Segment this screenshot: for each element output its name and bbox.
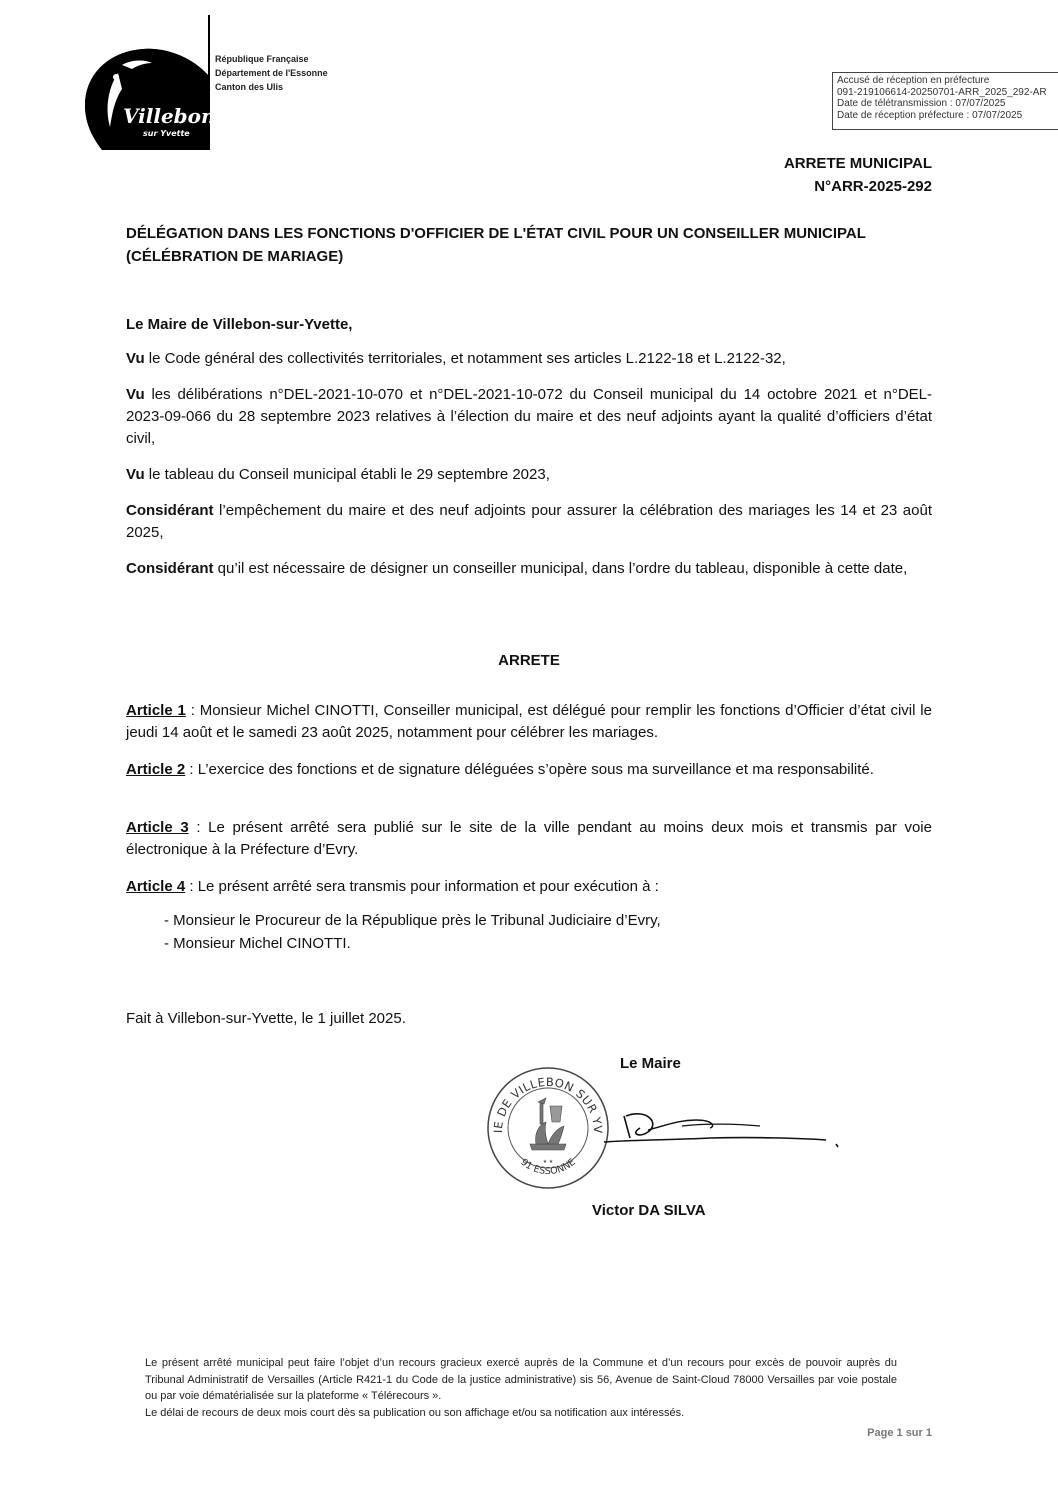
considerant-label: Considérant bbox=[126, 502, 214, 519]
mairie-seal-stamp bbox=[486, 1066, 610, 1190]
signatory-role: Le Maire bbox=[620, 1055, 681, 1072]
mayor-signature bbox=[600, 1098, 850, 1158]
prefecture-receipt-box bbox=[832, 72, 1058, 130]
considerant-text: qu’il est nécessaire de désigner un conseiller municipal, dans l’ordre du tableau, disponible à cette date, bbox=[213, 560, 908, 577]
page-number: Page 1 sur 1 bbox=[867, 1427, 932, 1439]
article-1 bbox=[126, 700, 932, 744]
logo-brand-text: Villebon bbox=[123, 104, 210, 128]
signature-graphic bbox=[600, 1098, 850, 1158]
villebon-logo bbox=[40, 15, 210, 150]
header-line-republique: République Française bbox=[215, 54, 309, 64]
title-line: ARRETE MUNICIPAL bbox=[783, 155, 932, 172]
article-label: Article 4 bbox=[126, 878, 186, 895]
mayor-intro: Le Maire de Villebon-sur-Yvette, bbox=[126, 316, 353, 333]
vu-text: le Code général des collectivités territoriales, et notamment ses articles L.2122-18 et L.2122-32, bbox=[144, 350, 786, 367]
considerant-paragraph-2 bbox=[126, 558, 932, 580]
article-text: : Monsieur Michel CINOTTI, Conseiller municipal, est délégué pour remplir les fonctions d’Officier d’état civil le jeudi 14 août et le samedi 23 août 2025, notamment pour célébrer les mariages. bbox=[126, 702, 932, 741]
seal-bottom-text: 91 ESSONNE bbox=[518, 1156, 578, 1178]
document-title bbox=[784, 152, 932, 198]
considerant-paragraph-1 bbox=[126, 500, 932, 544]
signatory-name: Victor DA SILVA bbox=[592, 1202, 706, 1219]
subject-line: (CÉLÉBRATION DE MARIAGE) bbox=[126, 248, 344, 265]
svg-text:★ ★: ★ ★ bbox=[542, 1159, 554, 1165]
seal-graphic bbox=[486, 1066, 610, 1190]
header-line-canton: Canton des Ulis bbox=[215, 82, 284, 92]
recourse-notice: Le présent arrêté municipal peut faire l’objet d’un recours gracieux exercé auprès de la Commune et d’un recours pour excès de pouvoir auprès du Tribunal Administratif de Versailles (Article R421-1 du Code de la justice administrative) sis 56, Avenue de Saint-Cloud 78000 Versailles par voie postale ou par voie dématérialisée sur la plateforme « Télérecours ». bbox=[145, 1357, 897, 1402]
administrative-header bbox=[215, 52, 328, 94]
legal-footer bbox=[145, 1355, 897, 1421]
receipt-line: Date de télétransmission : 07/07/2025 bbox=[837, 98, 1006, 109]
arrete-number: N°ARR-2025-292 bbox=[814, 178, 932, 195]
article-label: Article 3 bbox=[126, 819, 189, 836]
receipt-line: 091-219106614-20250701-ARR_2025_292-AR bbox=[837, 86, 1047, 98]
fait-a-line: Fait à Villebon-sur-Yvette, le 1 juillet 2025. bbox=[126, 1010, 406, 1027]
article-4 bbox=[126, 876, 932, 898]
header-line-departement: Département de l'Essonne bbox=[215, 68, 328, 78]
vu-paragraph-3 bbox=[126, 464, 932, 486]
recourse-deadline: Le délai de recours de deux mois court dès sa publication ou son affichage et/ou sa notification aux intéressés. bbox=[145, 1406, 685, 1419]
article-text: : Le présent arrêté sera transmis pour information et pour exécution à : bbox=[185, 878, 659, 895]
receipt-line: Date de réception préfecture : 07/07/2025 bbox=[837, 109, 1023, 121]
article-text: : Le présent arrêté sera publié sur le site de la ville pendant au moins deux mois et transmis par voie électronique à la Préfecture d’Evry. bbox=[126, 819, 932, 858]
considerant-text: l’empêchement du maire et des neuf adjoints pour assurer la célébration des mariages les 14 et 23 août 2025, bbox=[126, 502, 932, 541]
vu-paragraph-1 bbox=[126, 348, 932, 370]
recipient-list-item: - Monsieur Michel CINOTTI. bbox=[164, 935, 351, 952]
villebon-logo-graphic bbox=[40, 15, 210, 150]
vu-paragraph-2 bbox=[126, 384, 932, 450]
subject-line: DÉLÉGATION DANS LES FONCTIONS D'OFFICIER DE L'ÉTAT CIVIL POUR UN CONSEILLER MUNICIPAL bbox=[126, 225, 866, 242]
article-2 bbox=[126, 759, 932, 781]
receipt-line: Accusé de réception en préfecture bbox=[837, 75, 990, 86]
article-label: Article 2 bbox=[126, 761, 186, 778]
seal-top-text: IE DE VILLEBON SUR YV bbox=[490, 1074, 606, 1135]
considerant-label: Considérant bbox=[126, 560, 214, 577]
recipient-list-item: - Monsieur le Procureur de la République près le Tribunal Judiciaire d’Evry, bbox=[164, 912, 661, 929]
vu-text: le tableau du Conseil municipal établi le 29 septembre 2023, bbox=[144, 466, 550, 483]
article-text: : L’exercice des fonctions et de signature déléguées s’opère sous ma surveillance et ma responsabilité. bbox=[185, 761, 874, 778]
article-3 bbox=[126, 817, 932, 861]
document-subject bbox=[126, 222, 932, 268]
vu-label: Vu bbox=[126, 350, 145, 367]
arrete-heading: ARRETE bbox=[498, 652, 560, 669]
vu-text: les délibérations n°DEL-2021-10-070 et n°DEL-2021-10-072 du Conseil municipal du 14 octobre 2021 et n°DEL-2023-09-066 du 28 septembre 2023 relatives à l’élection du maire et des neuf adjoints ayant la qualité d’officiers d’état civil, bbox=[126, 386, 932, 447]
vu-label: Vu bbox=[126, 466, 145, 483]
vu-label: Vu bbox=[126, 386, 145, 403]
article-label: Article 1 bbox=[126, 702, 186, 719]
logo-brand-subtext: sur Yvette bbox=[143, 129, 190, 138]
